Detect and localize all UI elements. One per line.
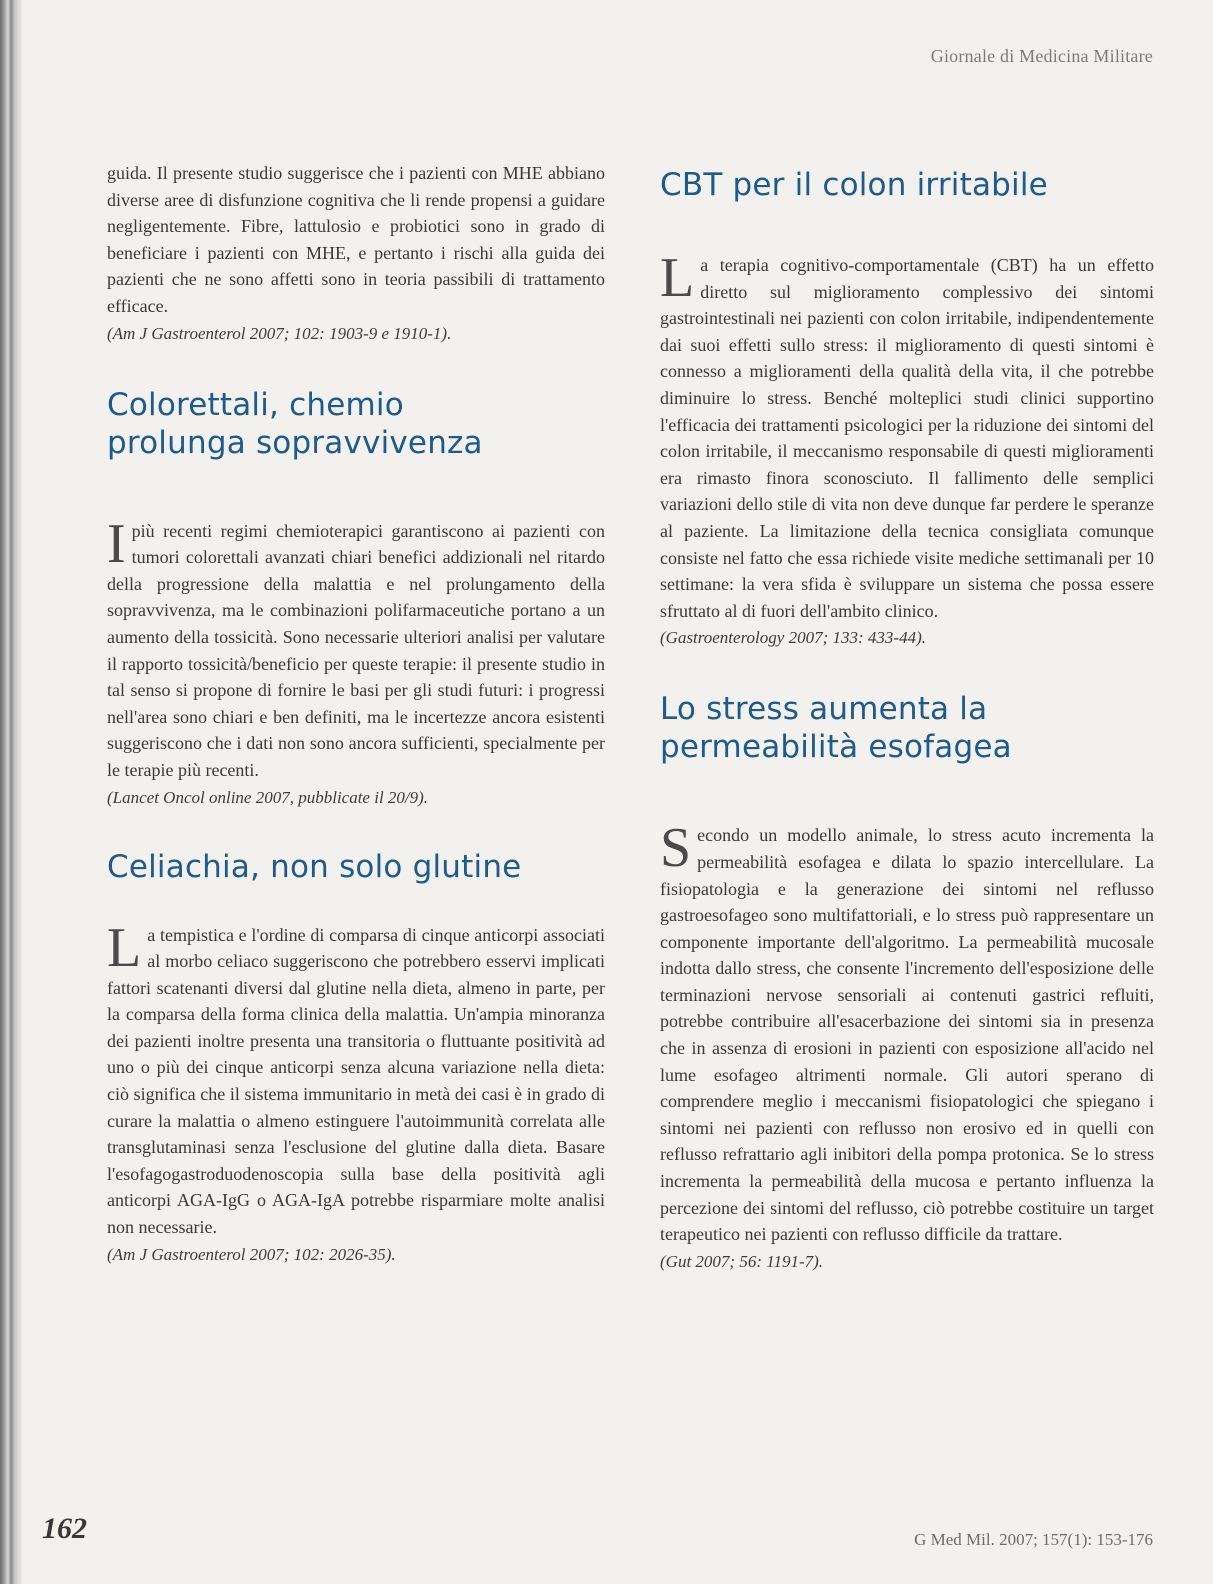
article-citation: (Am J Gastroenterol 2007; 102: 2026-35). xyxy=(107,1244,396,1264)
article-title: CBT per il colon irritabile xyxy=(660,167,1048,203)
article-body: La tempistica e l'ordine di comparsa di cinque anticorpi associati al morbo celiaco suggeriscono che potrebbero esservi implicati fattori scatenanti diversi dal glutine nella dieta, almeno in parte, per la comparsa della forma clinica della malattia. Un'ampia minoranza dei pazienti inoltre presenta una transitoria o fluttuante positività ad uno o più dei cinque anticorpi senza alcuna variazione nella dieta: ciò significa che il sistema immunitario in metà dei casi è in grado di curare la malattia o almeno estinguere l'autoimmunità correlata alle transglutaminasi senza l'esclusione del glutine dalla dieta. Basare l'esofagogastroduodenoscopia sulla base della positività agli anticorpi AGA-IgG o AGA-IgA potrebbe risparmiare molte analisi non necessarie. xyxy=(107,916,605,1238)
right-column xyxy=(660,160,1154,1274)
page-number: 162 xyxy=(42,1512,87,1545)
article-citation: (Gut 2007; 56: 1191-7). xyxy=(660,1251,824,1271)
article-title: Lo stress aumenta la permeabilità esofagea xyxy=(660,691,1012,766)
article-cbt xyxy=(660,166,1154,650)
article-colorettali xyxy=(107,386,605,810)
article-body: Ipiù recenti regimi chemioterapici garantiscono ai pazienti con tumori colorettali avanzati chiari benefici addizionali nel ritardo della progressione della malattia e nel prolungamento della sopravvivenza, ma le combinazioni polifarmaceutiche portano a un aumento della tossicità. Sono necessarie ulteriori analisi per valutare il rapporto tossicità/beneficio per queste terapie: il presente studio in tal senso si propone di fornire le basi per gli studi futuri: i progressi nell'area sono chiari e ben definiti, ma le incertezze ancora esistenti suggeriscono che i dati non sono ancora sufficienti, specialmente per le terapie più recenti. xyxy=(107,512,605,780)
article-body: La terapia cognitivo-comportamentale (CBT) ha un effetto diretto sul miglioramento complessivo dei sintomi gastrointestinali nei pazienti con colon irritabile, indipendentemente dai suoi effetti sullo stress: il miglioramento di questi sintomi è connesso a miglioramenti della qualità della vita, il che potrebbe diminuire lo stress. Benché molteplici studi clinici supportino l'efficacia dei trattamenti psicologici per la riduzione dei sintomi del colon irritabile, il meccanismo responsabile di questi miglioramenti era rimasto finora sconosciuto. Il fallimento delle semplici variazioni dello stile di vita non deve dunque far perdere le speranze al paziente. La limitazione della tecnica consigliata comunque consiste nel fatto che essa richiede visite mediche settimanali per 10 settimane: la vera sfida è sviluppare un sistema che possa essere sfruttato al di fuori dell'ambito clinico. xyxy=(660,247,1154,621)
article-citation: (Lancet Oncol online 2007, pubblicate il 20/9). xyxy=(107,787,429,807)
journal-reference: G Med Mil. 2007; 157(1): 153-176 xyxy=(914,1530,1153,1549)
article-title: Celiachia, non solo glutine xyxy=(107,848,522,885)
continued-article xyxy=(107,160,605,346)
article-celiachia xyxy=(107,848,605,1267)
left-column xyxy=(107,160,605,1267)
article-citation: (Gastroenterology 2007; 133: 433-44). xyxy=(660,628,926,648)
page-binding-edge xyxy=(0,0,22,1584)
article-title: Colorettali, chemio prolunga sopravvivenza xyxy=(107,386,483,461)
running-header: Giornale di Medicina Militare xyxy=(930,46,1153,66)
continued-article-citation: (Am J Gastroenterol 2007; 102: 1903-9 e 1910-1). xyxy=(107,323,452,343)
continued-article-body: guida. Il presente studio suggerisce che i pazienti con MHE abbiano diverse aree di disfunzione cognitiva che li rende propensi a guidare negligentemente. Fibre, lattulosio e probiotici sono in grado di beneficiare i pazienti con MHE, e pertanto i rischi alla guida dei pazienti che ne sono affetti sono in teoria passibili di trattamento efficace. xyxy=(107,163,605,316)
article-body: Secondo un modello animale, lo stress acuto incrementa la permeabilità esofagea e dilata lo spazio intercellulare. La fisiopatologia e la generazione dei sintomi nel reflusso gastroesofageo sono multifattoriali, e lo stress può rappresentare un componente importante dell'algoritmo. La permeabilità mucosale indotta dallo stress, che consente l'incremento dell'esposizione delle terminazioni nervose sensoriali ai contenuti gastrici refluiti, potrebbe contribuire all'esacerbazione dei sintomi sia in presenza che in assenza di erosioni in pazienti con esposizione all'acido nel lume esofageo altrimenti normale. Gli autori sperano di comprendere meglio i meccanismi fisiopatologici che spiegano i sintomi nei pazienti con reflusso non erosivo ed in quelli con reflusso refrattario agli inibitori della pompa protonica. Se lo stress incrementa la permeabilità della mucosa e pertanto influenza la percezione dei sintomi del reflusso, ciò potrebbe costituire un target terapeutico nei pazienti con reflusso difficile da trattare. xyxy=(660,817,1154,1245)
article-stress xyxy=(660,690,1154,1274)
